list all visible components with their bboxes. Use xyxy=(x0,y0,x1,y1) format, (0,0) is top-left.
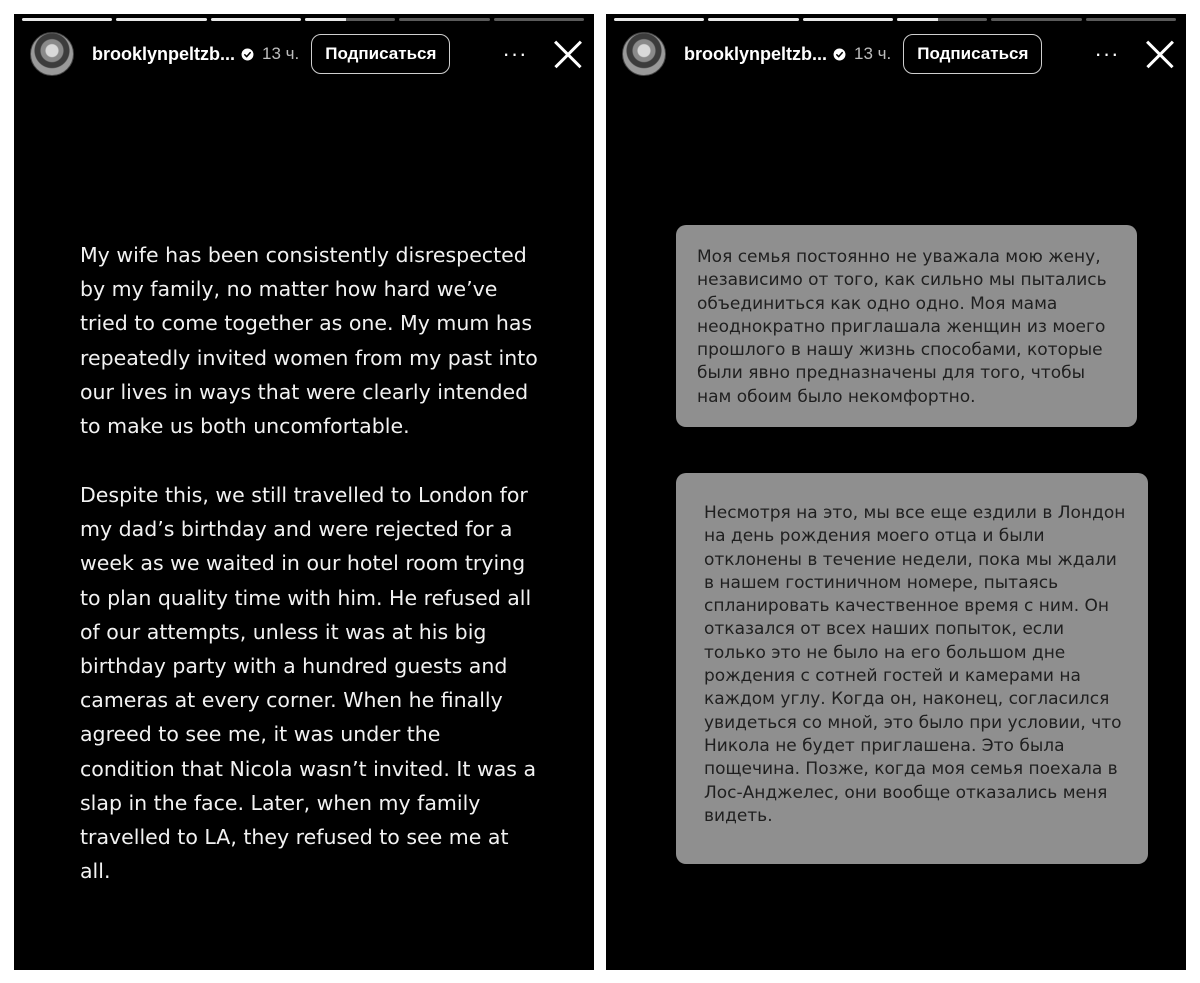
close-icon[interactable] xyxy=(1144,38,1176,70)
translation-text-box: Несмотря на это, мы все еще ездили в Лондон на день рождения моего отца и были отклонены в течение недели, пока мы ждали в нашем гостиничном номере, пытаясь спланировать качественное время с ним. Он отказался от всех наших попыток, если только это не было на его большом дне рождения с сотней гостей и камерами на каждом углу. Когда он, наконец, согласился увидеться со мной, это было при условии, что Никола не будет приглашена. Это была пощечина. Позже, когда моя семья поехала в Лос-Анджелес, они вообще отказались меня видеть. xyxy=(676,473,1148,864)
close-icon[interactable] xyxy=(552,38,584,70)
username[interactable]: brooklynpeltzb... xyxy=(92,43,236,64)
username[interactable]: brooklynpeltzb... xyxy=(684,43,828,64)
avatar[interactable] xyxy=(622,32,666,76)
progress-segment xyxy=(494,18,584,21)
story-text-paragraph: Despite this, we still travelled to London for my dad’s birthday and were rejected for a week as we waited in our hotel room trying to plan quality time with him. He refused all of our attempts, unless it was at his big birthday party with a hundred guests and cameras at every corner. When he finally agreed to see me, it was under the condition that Nicola wasn’t invited. It was a slap in the face. Later, when my family travelled to LA, they refused to see me at all. xyxy=(80,483,537,884)
progress-segment xyxy=(991,18,1081,21)
story-progress-bar xyxy=(22,18,584,22)
story-panel-russian[interactable] xyxy=(606,14,1186,970)
progress-segment xyxy=(305,18,395,21)
translation-text-box: Моя семья постоянно не уважала мою жену, независимо от того, как сильно мы пытались объединиться как одно одно. Моя мама неоднократно приглашала женщин из моего прошлого в нашу жизнь способами, которые были явно предназначены для того, чтобы нам обоим было некомфортно. xyxy=(676,225,1137,427)
progress-segment xyxy=(211,18,301,21)
verified-badge-icon xyxy=(241,48,254,61)
progress-segment xyxy=(399,18,489,21)
progress-segment xyxy=(116,18,206,21)
story-header xyxy=(30,32,584,76)
post-time: 13 ч. xyxy=(262,44,300,63)
more-options-icon[interactable]: ··· xyxy=(1094,41,1120,66)
progress-segment xyxy=(22,18,112,21)
post-time: 13 ч. xyxy=(854,44,892,63)
avatar[interactable] xyxy=(30,32,74,76)
progress-segment xyxy=(614,18,704,21)
progress-segment xyxy=(708,18,798,21)
story-header xyxy=(622,32,1176,76)
progress-segment xyxy=(803,18,893,21)
verified-badge-icon xyxy=(833,48,846,61)
follow-button[interactable]: Подписаться xyxy=(903,34,1042,74)
follow-button[interactable]: Подписаться xyxy=(311,34,450,74)
progress-segment xyxy=(1086,18,1176,21)
story-progress-bar xyxy=(614,18,1176,22)
story-text-paragraph: My wife has been consistently disrespected by my family, no matter how hard we’ve tried to come together as one. My mum has repeatedly invited women from my past into our lives in ways that were clearly intended to make us both uncomfortable. xyxy=(80,243,538,439)
progress-segment xyxy=(897,18,987,21)
story-panel-english[interactable] xyxy=(14,14,594,970)
more-options-icon[interactable]: ··· xyxy=(502,41,528,66)
